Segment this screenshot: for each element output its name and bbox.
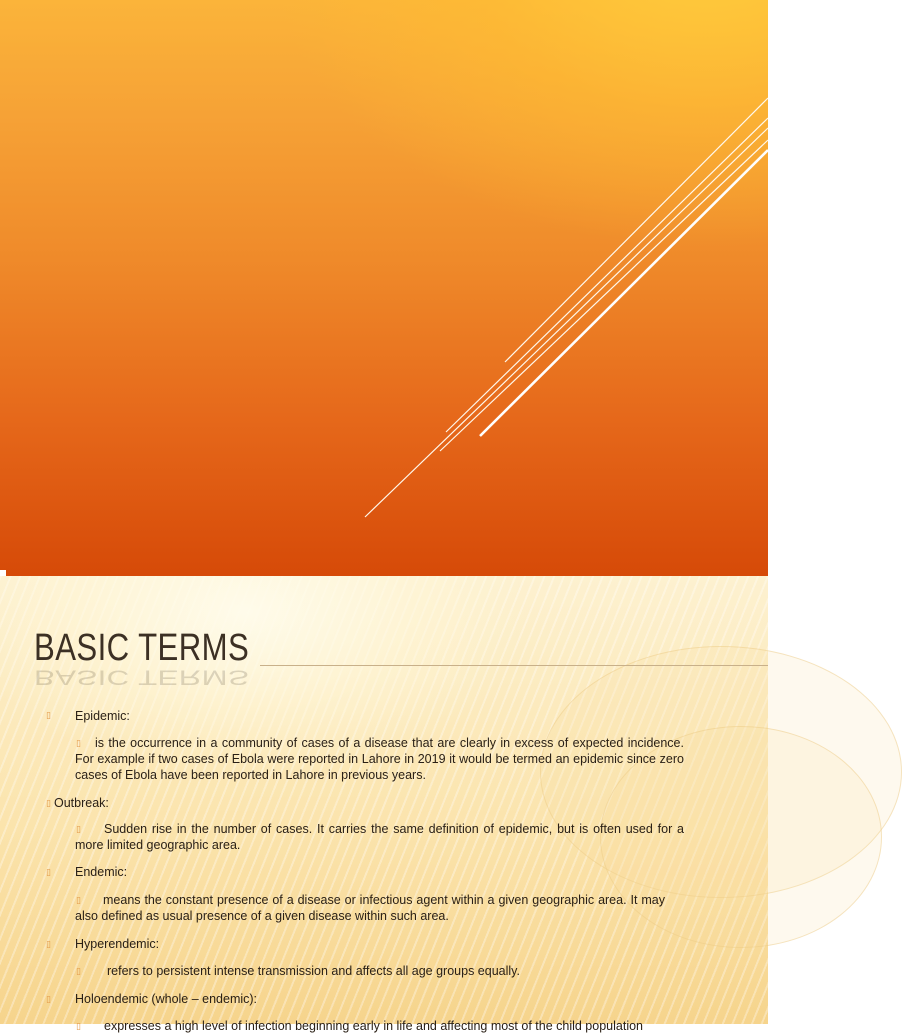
bullet-marker: ▯ — [46, 798, 51, 808]
definition-hyperendemic: refers to persistent intense transmission and affects all age groups equally. — [107, 964, 520, 978]
term-holoendemic: Holoendemic (whole – endemic): — [75, 992, 258, 1006]
definition-holoendemic: expresses a high level of infection beginning early in life and affecting most of the child population — [104, 1019, 644, 1033]
term-hyperendemic: Hyperendemic: — [75, 937, 160, 951]
sub-bullet-marker: ▯ — [76, 824, 81, 834]
definition-endemic: means the constant presence of a disease or infectious agent within a given geographic area. It may also defined as usual presence of a given disease within such area. — [75, 893, 665, 923]
definition-epidemic: is the occurrence in a community of cases of a disease that are clearly in excess of expected incidence. For example if two cases of Ebola were reported in Lahore in 2019 it would be termed an epidemic since zero cases of Ebola have been reported in Lahore in previous years. — [75, 736, 684, 782]
slide-title: BASIC TERMS — [34, 627, 250, 669]
definition-outbreak: Sudden rise in the number of cases. It carries the same definition of epidemic, but is often used for a more limited geographic area. — [75, 822, 684, 852]
diagonal-lines-decoration — [0, 0, 768, 576]
slide-title-group — [34, 627, 296, 689]
term-epidemic: Epidemic: — [75, 709, 130, 723]
bullet-marker: ▯ — [46, 939, 51, 949]
slide-title-reflection: BASIC TERMS — [34, 665, 250, 689]
title-divider — [260, 665, 768, 666]
sub-bullet-marker: ▯ — [76, 966, 81, 976]
bullet-marker: ▯ — [46, 994, 51, 1004]
basic-terms-slide — [0, 576, 768, 1033]
bullet-marker: ▯ — [46, 867, 51, 877]
term-endemic: Endemic: — [75, 865, 128, 879]
sub-bullet-marker: ▯ — [76, 1021, 81, 1031]
term-outbreak: Outbreak: — [54, 796, 109, 810]
sub-bullet-marker: ▯ — [76, 895, 81, 905]
sub-bullet-marker: ▯ — [76, 738, 81, 748]
title-slide — [0, 0, 768, 576]
bullet-marker: ▯ — [46, 710, 51, 720]
